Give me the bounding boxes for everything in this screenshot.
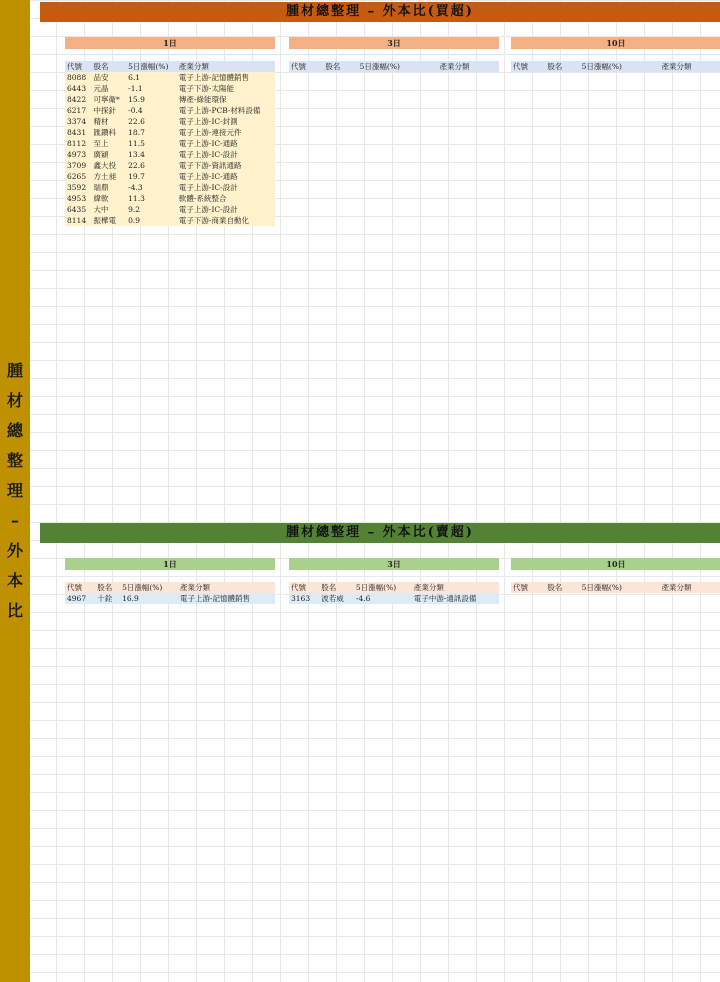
- table-cell: 方土昶: [91, 171, 126, 182]
- table-cell: 精材: [91, 116, 126, 127]
- column-header: 股名: [545, 582, 579, 593]
- table-cell: 3709: [65, 160, 91, 171]
- column-header: 5日漲幅(%): [354, 582, 412, 593]
- column-header: 5日漲幅(%): [126, 61, 177, 72]
- sidebar-char: 本: [6, 571, 23, 590]
- table-cell: 電子上游-IC-通路: [177, 138, 275, 149]
- table-cell: 22.6: [126, 160, 177, 171]
- table-cell: 電子上游-IC-封測: [177, 116, 275, 127]
- sell-table: [65, 582, 275, 604]
- table-cell: 9.2: [126, 204, 177, 215]
- table-row[interactable]: [65, 182, 275, 193]
- table-cell: 軟體-系統整合: [177, 193, 275, 204]
- sidebar-char: 腫: [6, 361, 23, 380]
- column-header: 5日漲幅(%): [120, 582, 178, 593]
- column-header: 5日漲幅(%): [358, 61, 438, 72]
- sidebar-char: 總: [6, 421, 23, 440]
- table-cell: 4973: [65, 149, 91, 160]
- column-header: 股名: [545, 61, 579, 72]
- table-cell: 8114: [65, 215, 91, 226]
- table-cell: 3374: [65, 116, 91, 127]
- sidebar-char: 材: [6, 391, 23, 410]
- table-cell: 6217: [65, 105, 91, 116]
- sidebar-char: 外: [6, 541, 23, 560]
- column-header: 代號: [289, 582, 319, 593]
- table-cell: 廣穎: [91, 149, 126, 160]
- sidebar-char: 比: [6, 601, 23, 620]
- period-header: 3日: [289, 558, 499, 570]
- buy-table: [511, 61, 720, 72]
- column-header: 股名: [323, 61, 357, 72]
- table-cell: 至上: [91, 138, 126, 149]
- table-cell: 11.5: [126, 138, 177, 149]
- column-header: 股名: [91, 61, 126, 72]
- table-cell: 電子上游-連接元件: [177, 127, 275, 138]
- table-cell: 8112: [65, 138, 91, 149]
- table-cell: 電子上游-IC-設計: [177, 149, 275, 160]
- column-header: 股名: [95, 582, 120, 593]
- table-row[interactable]: [289, 593, 499, 604]
- table-cell: 16.9: [120, 593, 178, 604]
- column-header: 5日漲幅(%): [580, 582, 660, 593]
- table-row[interactable]: [65, 204, 275, 215]
- table-cell: 元晶: [91, 83, 126, 94]
- buy-table: [65, 61, 275, 226]
- table-cell: 11.3: [126, 193, 177, 204]
- table-cell: 電子下游-資訊通路: [177, 160, 275, 171]
- sidebar-title: [0, 0, 30, 982]
- table-cell: 8422: [65, 94, 91, 105]
- table-cell: -0.4: [126, 105, 177, 116]
- period-header: 10日: [511, 558, 720, 570]
- table-cell: 可寧衛*: [91, 94, 126, 105]
- column-header: 產業分類: [438, 61, 499, 72]
- table-row[interactable]: [65, 83, 275, 94]
- table-row[interactable]: [65, 72, 275, 83]
- column-header: 產業分類: [412, 582, 499, 593]
- table-cell: 3163: [289, 593, 319, 604]
- table-row[interactable]: [65, 94, 275, 105]
- table-cell: 18.7: [126, 127, 177, 138]
- column-header: 產業分類: [178, 582, 275, 593]
- table-cell: 電子上游-記憶體銷售: [178, 593, 275, 604]
- column-header: 代號: [65, 582, 95, 593]
- table-cell: 電子上游-IC-通路: [177, 171, 275, 182]
- sell-title: 腫材總整理 – 外本比(賣超): [40, 523, 720, 543]
- table-cell: 4967: [65, 593, 95, 604]
- table-cell: 電子中游-通訊設備: [412, 593, 499, 604]
- table-row[interactable]: [65, 593, 275, 604]
- table-cell: -1.1: [126, 83, 177, 94]
- table-row[interactable]: [65, 215, 275, 226]
- column-header: 代號: [289, 61, 323, 72]
- table-cell: 0.9: [126, 215, 177, 226]
- sidebar-char: 理: [6, 481, 23, 500]
- buy-panel-3日: [289, 37, 499, 72]
- table-cell: 中探針: [91, 105, 126, 116]
- table-cell: 電子上游-IC-設計: [177, 204, 275, 215]
- table-row[interactable]: [65, 149, 275, 160]
- table-cell: 電子上游-記憶體銷售: [177, 72, 275, 83]
- table-row[interactable]: [65, 127, 275, 138]
- table-row[interactable]: [65, 171, 275, 182]
- column-header: 股名: [319, 582, 354, 593]
- column-header: 代號: [65, 61, 91, 72]
- table-cell: 電子下游-商業自動化: [177, 215, 275, 226]
- table-cell: 8431: [65, 127, 91, 138]
- table-row[interactable]: [65, 193, 275, 204]
- table-cell: 19.7: [126, 171, 177, 182]
- table-cell: 8088: [65, 72, 91, 83]
- period-header: 1日: [65, 37, 275, 49]
- table-cell: 鑫大投: [91, 160, 126, 171]
- table-cell: 3592: [65, 182, 91, 193]
- table-cell: 4953: [65, 193, 91, 204]
- table-cell: 十銓: [95, 593, 120, 604]
- period-header: 3日: [289, 37, 499, 49]
- sell-panel-3日: [289, 558, 499, 604]
- column-header: 產業分類: [177, 61, 275, 72]
- table-cell: 13.4: [126, 149, 177, 160]
- table-cell: 緯軟: [91, 193, 126, 204]
- table-cell: 15.9: [126, 94, 177, 105]
- table-cell: 6443: [65, 83, 91, 94]
- sidebar-char: 整: [6, 451, 23, 470]
- buy-title: 腫材總整理 – 外本比(買超): [40, 2, 720, 22]
- period-header: 1日: [65, 558, 275, 570]
- table-row[interactable]: [65, 116, 275, 127]
- table-row[interactable]: [65, 138, 275, 149]
- sell-panel-1日: [65, 558, 275, 604]
- column-header: 代號: [511, 582, 545, 593]
- table-cell: 6435: [65, 204, 91, 215]
- buy-panel-10日: [511, 37, 720, 72]
- column-header: 5日漲幅(%): [580, 61, 660, 72]
- table-row[interactable]: [65, 160, 275, 171]
- table-cell: -4.6: [354, 593, 412, 604]
- table-cell: 電子上游-PCB-材料設備: [177, 105, 275, 116]
- period-header: 10日: [511, 37, 720, 49]
- table-cell: 匯鑽科: [91, 127, 126, 138]
- table-cell: 22.6: [126, 116, 177, 127]
- table-cell: 波若威: [319, 593, 354, 604]
- column-header: 代號: [511, 61, 545, 72]
- table-cell: 大中: [91, 204, 126, 215]
- table-row[interactable]: [65, 105, 275, 116]
- table-cell: 瑞鼎: [91, 182, 126, 193]
- table-cell: 振樺電: [91, 215, 126, 226]
- buy-table: [289, 61, 499, 72]
- table-cell: -4.3: [126, 182, 177, 193]
- sell-table: [289, 582, 499, 604]
- table-cell: 品安: [91, 72, 126, 83]
- table-cell: 6265: [65, 171, 91, 182]
- table-cell: 電子下游-太陽能: [177, 83, 275, 94]
- sell-table: [511, 582, 720, 593]
- sell-panel-10日: [511, 558, 720, 593]
- column-header: 產業分類: [660, 61, 720, 72]
- table-cell: 6.1: [126, 72, 177, 83]
- column-header: 產業分類: [660, 582, 720, 593]
- buy-panel-1日: [65, 37, 275, 226]
- table-cell: 傳產-綠能環保: [177, 94, 275, 105]
- sidebar-char: –: [11, 511, 19, 530]
- table-cell: 電子上游-IC-設計: [177, 182, 275, 193]
